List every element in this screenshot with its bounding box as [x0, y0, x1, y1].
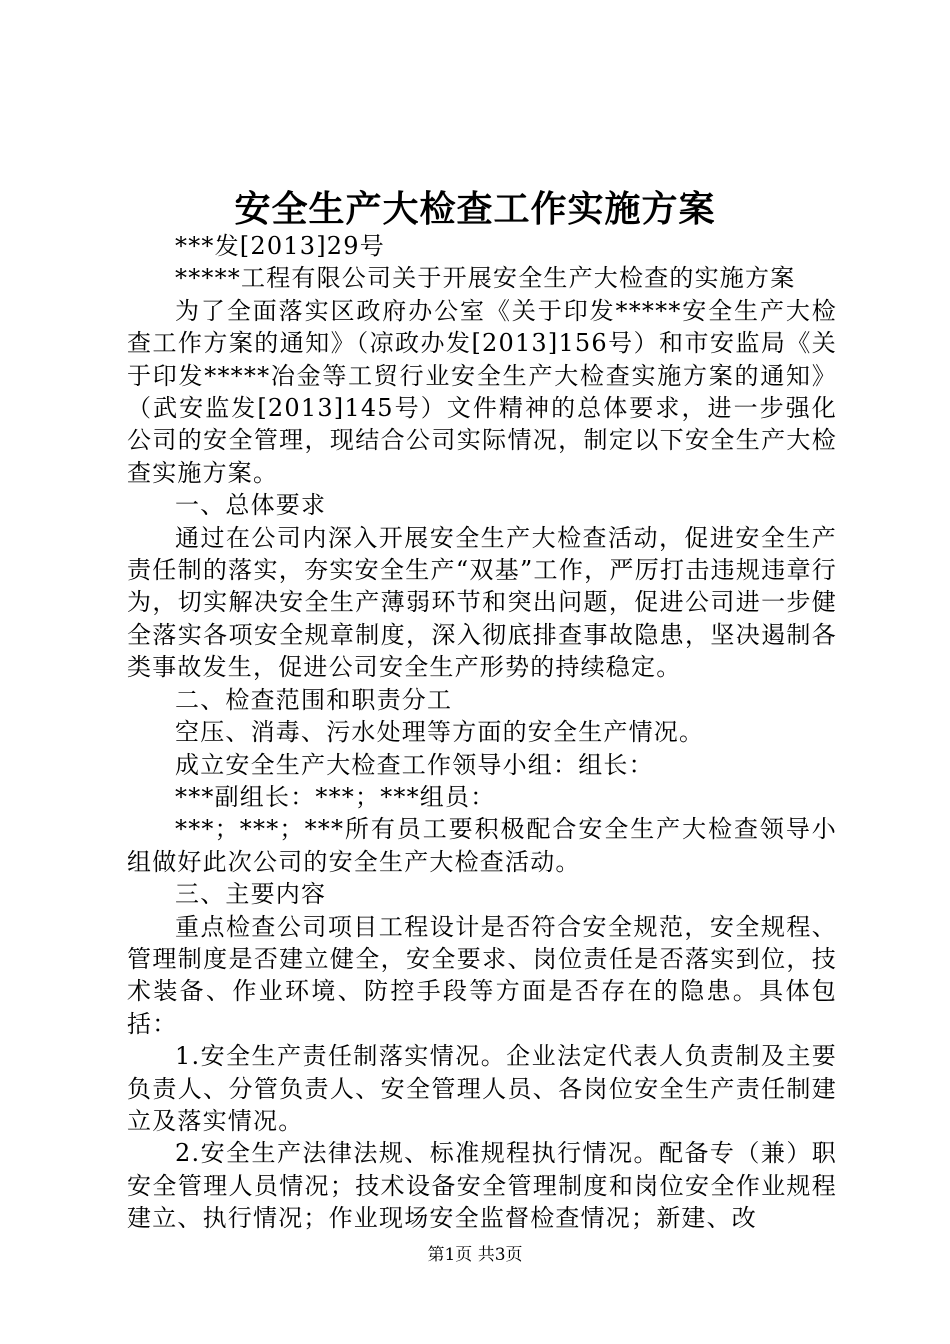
- list-item-1: 1.安全生产责任制落实情况。企业法定代表人负责制及主要负责人、分管负责人、安全管理人员、各岗位安全生产责任制建立及落实情况。: [127, 1042, 837, 1135]
- paragraph-scope: 空压、消毒、污水处理等方面的安全生产情况。: [175, 718, 705, 747]
- document-subtitle: *****工程有限公司关于开展安全生产大检查的实施方案: [175, 264, 796, 293]
- paragraph-general-requirements: 通过在公司内深入开展安全生产大检查活动，促进安全生产责任制的落实，夯实安全生产“双基”工作，严厉打击违规违章行为，切实解决安全生产薄弱环节和突出问题，促进公司进一步健全落实各项安全规章制度，深入彻底排查事故隐患，坚决遏制各类事故发生，促进公司安全生产形势的持续稳定。: [127, 523, 837, 682]
- paragraph-deputy-leader: ***副组长：***；***组员：: [175, 782, 496, 811]
- section-heading-3: 三、主要内容: [175, 880, 327, 909]
- paragraph-intro: 为了全面落实区政府办公室《关于印发*****安全生产大检查工作方案的通知》（凉政办发[2013]156号）和市安监局《关于印发*****冶金等工贸行业安全生产大检查实施方案的通知》（武安监发[2013]145号）文件精神的总体要求，进一步强化公司的安全管理，现结合公司实际情况，制定以下安全生产大检查实施方案。: [127, 296, 837, 487]
- paragraph-members: ***；***；***所有员工要积极配合安全生产大检查领导小组做好此次公司的安全生产大检查活动。: [127, 815, 837, 876]
- document-body: [127, 230, 837, 1235]
- document-number: ***发[2013]29号: [175, 232, 385, 260]
- page-footer: 第1页 共3页: [427, 1245, 523, 1265]
- list-item-2: 2.安全生产法律法规、标准规程执行情况。配备专（兼）职安全管理人员情况；技术设备安全管理制度和岗位安全作业规程建立、执行情况；作业现场安全监督检查情况；新建、改: [127, 1139, 837, 1233]
- section-heading-2: 二、检查范围和职责分工: [175, 685, 453, 714]
- document-title: 安全生产大检查工作实施方案: [234, 188, 716, 230]
- section-heading-1: 一、总体要求: [175, 491, 327, 520]
- paragraph-leadership-group: 成立安全生产大检查工作领导小组：组长：: [175, 750, 654, 779]
- paragraph-main-content: 重点检查公司项目工程设计是否符合安全规范，安全规程、管理制度是否建立健全，安全要求、岗位责任是否落实到位，技术装备、作业环境、防控手段等方面是否存在的隐患。具体包括：: [127, 912, 837, 1038]
